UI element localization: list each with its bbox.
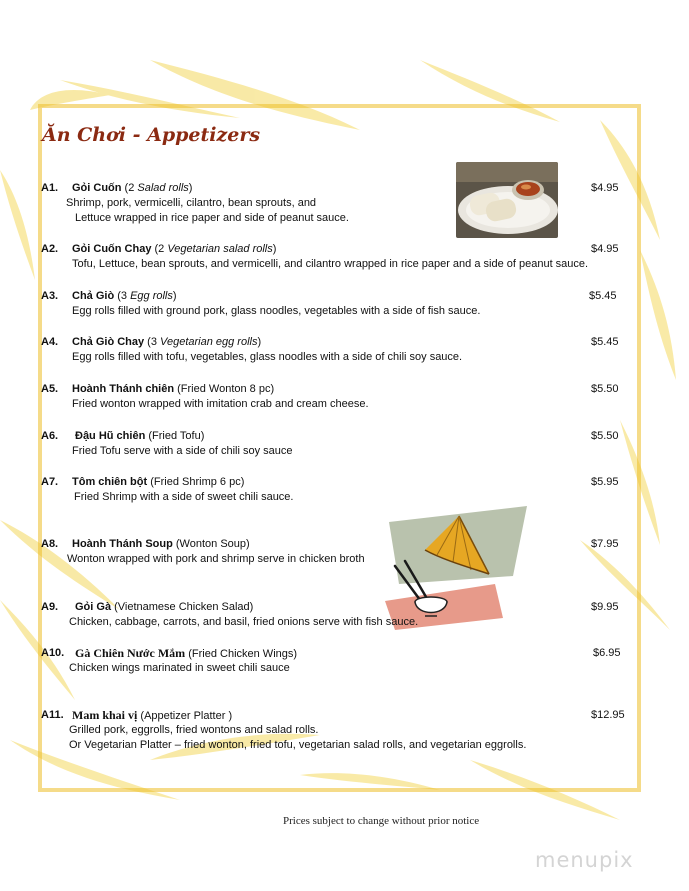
item-description: Fried wonton wrapped with imitation crab and cream cheese. xyxy=(72,398,369,410)
item-code: A6. xyxy=(41,430,59,442)
item-price: $5.50 xyxy=(591,430,619,442)
item-name: Hoành Thánh chiên (Fried Wonton 8 pc) xyxy=(72,383,275,395)
title-english: Appetizers xyxy=(147,124,261,146)
item-code: A1. xyxy=(41,182,59,194)
item-code: A2. xyxy=(41,243,59,255)
item-description: Wonton wrapped with pork and shrimp serve in chicken broth xyxy=(67,553,365,565)
salad-rolls-photo-icon xyxy=(456,162,558,238)
item-code: A11. xyxy=(41,709,64,721)
item-name: Chả Giò (3 Egg rolls) xyxy=(72,290,177,302)
item-description: Egg rolls filled with ground pork, glass noodles, vegetables with a side of fish sauce. xyxy=(72,305,481,317)
item-code: A10. xyxy=(41,647,65,659)
item-price: $4.95 xyxy=(591,182,619,194)
item-name: Chả Giò Chay (3 Vegetarian egg rolls) xyxy=(72,336,262,348)
item-code: A5. xyxy=(41,383,59,395)
item-code: A4. xyxy=(41,336,59,348)
item-description-line2: Or Vegetarian Platter – fried wonton, fried tofu, vegetarian salad rolls, and vegetarian eggrolls. xyxy=(69,739,527,751)
item-price: $9.95 xyxy=(591,601,619,613)
item-name: Mam khai vị (Appetizer Platter ) xyxy=(72,708,233,722)
item-description: Fried Shrimp with a side of sweet chili sauce. xyxy=(74,491,294,503)
price-notice: Prices subject to change without prior notice xyxy=(283,815,480,827)
page-title xyxy=(42,124,260,146)
item-code: A7. xyxy=(41,476,59,488)
item-description: Shrimp, pork, vermicelli, cilantro, bean sprouts, and xyxy=(66,197,317,209)
item-description: Fried Tofu serve with a side of chili soy sauce xyxy=(72,445,293,457)
item-price: $5.95 xyxy=(591,476,619,488)
item-name: Gỏi Cuốn Chay (2 Vegetarian salad rolls) xyxy=(72,243,277,255)
item-description: Tofu, Lettuce, bean sprouts, and vermicelli, and cilantro wrapped in rice paper and a side of peanut sauce. xyxy=(72,258,589,270)
item-price: $7.95 xyxy=(591,538,619,550)
item-name: Gỏi Cuốn (2 Salad rolls) xyxy=(72,182,193,194)
title-vietnamese: Ăn Chơi - xyxy=(42,124,148,146)
item-description: Chicken wings marinated in sweet chili sauce xyxy=(69,662,290,674)
item-price: $6.95 xyxy=(593,647,621,659)
item-code: A9. xyxy=(41,601,59,613)
item-price: $12.95 xyxy=(591,709,625,721)
item-code: A8. xyxy=(41,538,59,550)
salad-rolls-photo xyxy=(456,162,558,238)
item-description: Chicken, cabbage, carrots, and basil, fried onions serve with fish sauce. xyxy=(69,616,419,628)
item-price: $5.45 xyxy=(591,336,619,348)
item-name: Gà Chiên Nước Mắm (Fried Chicken Wings) xyxy=(75,646,298,660)
item-price: $5.50 xyxy=(591,383,619,395)
item-description: Grilled pork, eggrolls, fried wontons and salad rolls. xyxy=(69,724,319,736)
item-price: $4.95 xyxy=(591,243,619,255)
item-name: Gỏi Gà (Vietnamese Chicken Salad) xyxy=(75,601,254,613)
item-code: A3. xyxy=(41,290,59,302)
watermark: menupix xyxy=(535,848,634,872)
item-description-line2: Lettuce wrapped in rice paper and side of peanut sauce. xyxy=(75,212,349,224)
item-description: Egg rolls filled with tofu, vegetables, glass noodles with a side of chili soy sauce. xyxy=(72,351,463,363)
item-name: Hoành Thánh Soup (Wonton Soup) xyxy=(72,538,250,550)
item-price: $5.45 xyxy=(589,290,617,302)
item-name: Đậu Hũ chiên (Fried Tofu) xyxy=(75,430,205,442)
item-name: Tôm chiên bột (Fried Shrimp 6 pc) xyxy=(72,476,245,488)
